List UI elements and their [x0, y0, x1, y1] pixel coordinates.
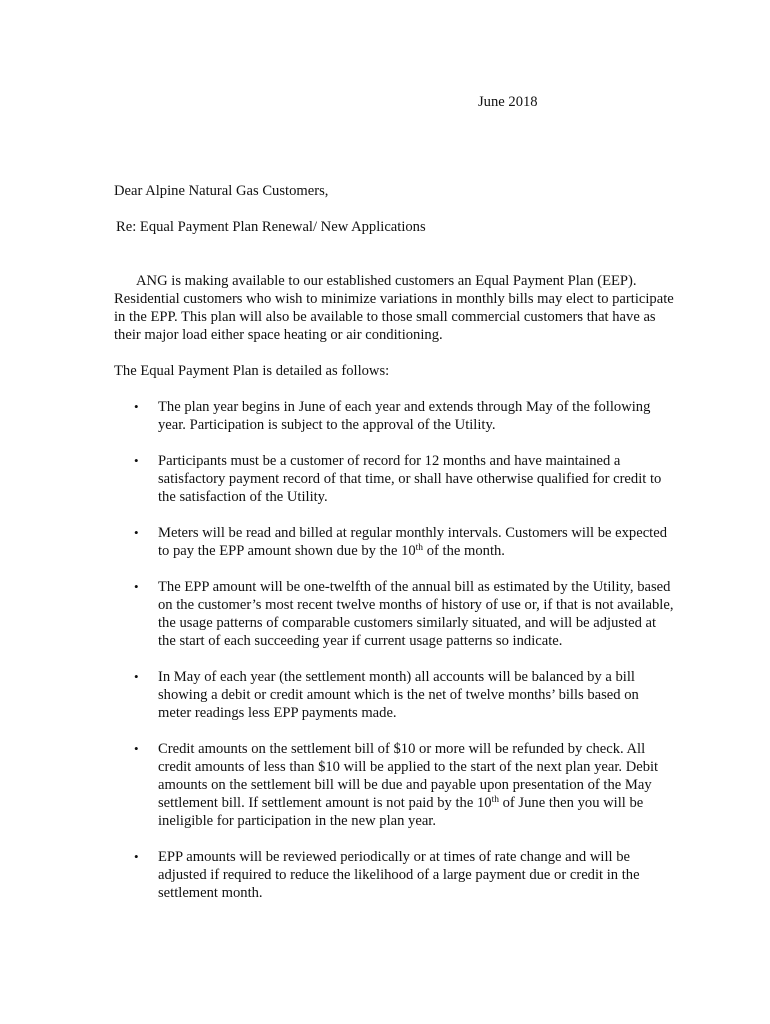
- bullet-icon: •: [134, 579, 139, 594]
- plan-term-text-end: of June then you will be ineligible for participation in the new plan year.: [158, 795, 644, 829]
- subject-line: Re: Equal Payment Plan Renewal/ New Applications: [116, 219, 426, 235]
- salutation: Dear Alpine Natural Gas Customers,: [114, 183, 329, 199]
- plan-term-text-end: of the month.: [423, 543, 505, 559]
- plan-term-item: [114, 524, 674, 560]
- bullet-icon: •: [134, 849, 139, 864]
- plan-term-item: [114, 452, 674, 506]
- plan-term-text: The EPP amount will be one-twelfth of the annual bill as estimated by the Utility, based on the customer’s most recent twelve months of history of use or, if that is not available, the usage patterns of comparable customers similarly situated, and will be adjusted at the start of each succeeding year if current usage patterns so indicate.: [158, 579, 674, 649]
- bullet-icon: •: [134, 669, 139, 684]
- plan-term-item: [114, 578, 674, 650]
- plan-term-item: [114, 848, 674, 902]
- plan-term-text-start: Meters will be read and billed at regular monthly intervals. Customers will be expected to pay the EPP amount shown due by the 10: [158, 525, 668, 559]
- bullet-icon: •: [134, 525, 139, 540]
- plan-term-item: [114, 740, 674, 830]
- bullet-icon: •: [134, 741, 139, 756]
- plan-lead-in: The Equal Payment Plan is detailed as follows:: [114, 363, 390, 379]
- plan-term-text: Participants must be a customer of record for 12 months and have maintained a satisfactory payment record of that time, or shall have otherwise qualified for credit to the satisfaction of the Utility.: [158, 453, 662, 505]
- ordinal-suffix: th: [415, 543, 424, 553]
- plan-term-text: [158, 741, 658, 829]
- plan-term-text: EPP amounts will be reviewed periodically or at times of rate change and will be adjusted if required to reduce the likelihood of a large payment due or credit in the settlement month.: [158, 849, 640, 901]
- ordinal-suffix: th: [491, 795, 499, 805]
- bullet-icon: •: [134, 453, 139, 468]
- plan-term-text: [158, 525, 667, 559]
- plan-term-text-start: Credit amounts on the settlement bill of $10 or more will be refunded by check. All credit amounts of less than $10 will be applied to the start of the next plan year. Debit amounts on the settlement bill will be due and payable upon presentation of the May settlement bill. If settlement amount is not paid by the 10: [158, 741, 659, 811]
- plan-term-item: [114, 668, 674, 722]
- plan-term-text: The plan year begins in June of each year and extends through May of the following year. Participation is subject to the approval of the Utility.: [158, 399, 651, 433]
- letter-date: June 2018: [478, 94, 538, 110]
- plan-term-text: In May of each year (the settlement month) all accounts will be balanced by a bill showing a debit or credit amount which is the net of twelve months’ bills based on meter readings less EPP payments made.: [158, 669, 639, 721]
- plan-term-item: [114, 398, 674, 434]
- plan-terms-list: [114, 398, 674, 920]
- intro-paragraph: ANG is making available to our established customers an Equal Payment Plan (EEP). Residential customers who wish to minimize variations in monthly bills may elect to participate in the EPP. This plan will also be available to those small commercial customers that have as their major load either space heating or air conditioning.: [114, 273, 674, 343]
- bullet-icon: •: [134, 399, 139, 414]
